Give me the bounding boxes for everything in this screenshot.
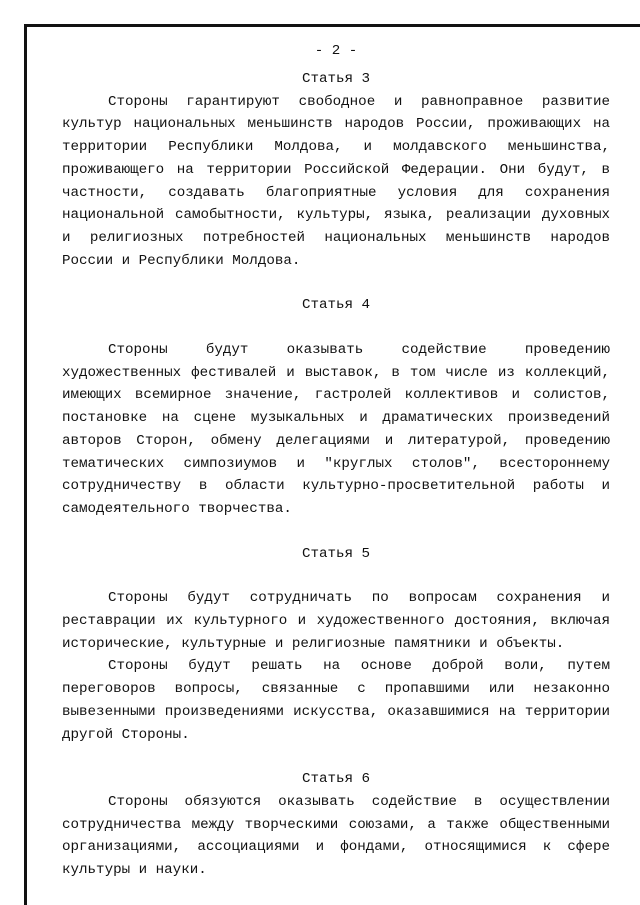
- article-4-paragraph-1: Стороны будут оказывать содействие проведению художественных фестивалей и выставок, в том числе из коллекций, имеющих всемирное значение, гастролей коллективов и солистов, постановке на сцене музыкальных и драматических произведений авторов Сторон, обмену делегациями и литературой, проведению тематических симпозиумов и "круглых столов", всестороннему сотрудничеству в области культурно-просветительной работы и самодеятельного творчества.: [62, 342, 610, 517]
- page-border-top: [24, 24, 640, 27]
- article-6-paragraph-1: Стороны обязуются оказывать содействие в осуществлении сотрудничества между творческими союзами, а также общественными организациями, ассоциациями и фондами, относящимися к сфере культуры и науки.: [62, 793, 610, 879]
- article-5: [62, 543, 610, 747]
- article-4: [62, 294, 610, 520]
- article-5-paragraph-1: Стороны будут сотрудничать по вопросам сохранения и реставрации их культурного и художественного достояния, включая исторические, культурные и религиозные памятники и объекты.: [62, 590, 610, 652]
- article-3-paragraph-1: Стороны гарантируют свободное и равноправное развитие культур национальных меньшинств народов России, проживающих на территории Республики Молдова, и молдавского меньшинства, проживающего на территории Российской Федерации. Они будут, в частности, создавать благоприятные условия для сохранения национальной самобытности, культуры, языка, реализации духовных и религиозных потребностей национальных меньшинств народов России и Республики Молдова.: [62, 93, 610, 269]
- article-6-heading: Статья 6: [301, 771, 371, 788]
- article-3-heading: Статья 3: [301, 71, 371, 87]
- article-3: [62, 68, 610, 272]
- page-border-left: [24, 24, 27, 905]
- article-5-heading: Статья 5: [301, 545, 371, 562]
- page-number: - 2 -: [314, 43, 358, 59]
- document-page: [62, 40, 610, 882]
- article-5-paragraph-2: Стороны будут решать на основе доброй воли, путем переговоров вопросы, связанные с пропавшими или незаконно вывезенными произведениями искусства, оказавшимися на территории другой Стороны.: [62, 658, 610, 743]
- article-4-heading: Статья 4: [301, 297, 371, 314]
- article-6: [62, 768, 610, 882]
